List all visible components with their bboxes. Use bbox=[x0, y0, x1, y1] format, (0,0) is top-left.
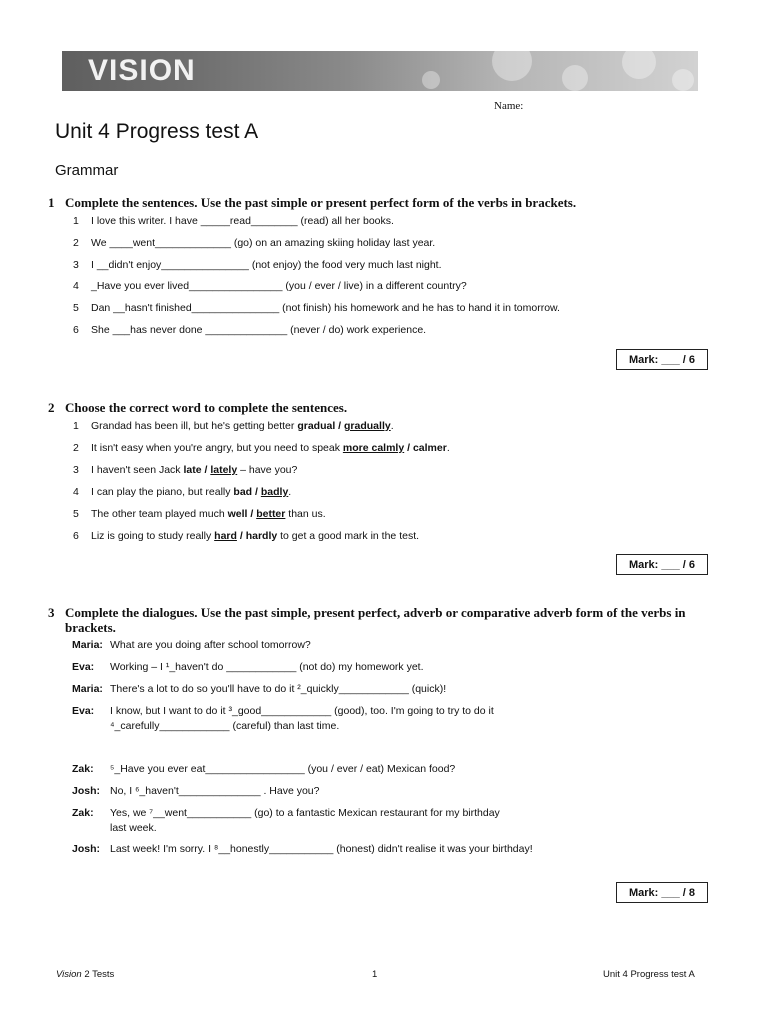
q2-item bbox=[73, 464, 297, 477]
item-text: She ___has never done ______________ (never / do) work experience. bbox=[91, 324, 427, 336]
item-text: Grandad has been ill, but he's getting better bbox=[91, 420, 298, 432]
item-text: – have you? bbox=[237, 464, 298, 476]
speaker: Maria: bbox=[72, 639, 103, 651]
vision-banner bbox=[62, 51, 698, 91]
footer-book-title: Vision bbox=[56, 969, 82, 980]
item-text: I love this writer. I have _____read________ (read) all her books. bbox=[91, 215, 394, 227]
line-text: Last week! I'm sorry. I ⁸__honestly___________ (honest) didn't realise it was your birthday! bbox=[110, 843, 533, 855]
q2-mark-box: Mark: ___ / 6 bbox=[616, 554, 708, 575]
option-separator: / bbox=[201, 464, 211, 476]
q2-item bbox=[73, 530, 419, 543]
footer-right: Unit 4 Progress test A bbox=[603, 969, 695, 980]
item-text: The other team played much bbox=[91, 508, 228, 520]
option-a: gradual bbox=[297, 420, 336, 432]
option-a: more calmly bbox=[342, 442, 405, 454]
option-a: bad bbox=[233, 486, 253, 498]
option-b: hardly bbox=[245, 530, 278, 542]
line-text: ⁵_Have you ever eat_________________ (you / ever / eat) Mexican food? bbox=[110, 763, 456, 775]
option-separator: / bbox=[236, 530, 246, 542]
option-a: late bbox=[183, 464, 202, 476]
item-number: 1 bbox=[73, 215, 79, 227]
item-text: Dan __hasn't finished_______________ (not finish) his homework and he has to hand it in tomorrow. bbox=[91, 302, 560, 314]
item-number: 2 bbox=[73, 237, 79, 249]
item-text: It isn't easy when you're angry, but you need to speak bbox=[91, 442, 343, 454]
q1-mark-box: Mark: ___ / 6 bbox=[616, 349, 708, 370]
item-number: 6 bbox=[73, 530, 79, 542]
option-b: lately bbox=[210, 464, 238, 476]
banner-bubble bbox=[672, 69, 694, 91]
option-separator: / bbox=[247, 508, 257, 520]
q3-instruction: Complete the dialogues. Use the past simple, present perfect, adverb or comparative adverb form of the verbs in brackets. bbox=[65, 605, 686, 635]
speaker: Josh: bbox=[72, 843, 101, 855]
item-number: 5 bbox=[73, 302, 79, 314]
item-text: than us. bbox=[285, 508, 326, 520]
item-text: Liz is going to study really bbox=[91, 530, 215, 542]
q2-item bbox=[73, 420, 394, 433]
q1-item bbox=[73, 237, 435, 250]
option-b: gradually bbox=[344, 420, 391, 432]
name-label: Name: bbox=[494, 100, 524, 112]
speaker: Eva: bbox=[72, 661, 95, 673]
item-number: 5 bbox=[73, 508, 79, 520]
item-text: I haven't seen Jack bbox=[91, 464, 184, 476]
vision-logo: VISION bbox=[88, 54, 196, 87]
option-separator: / bbox=[252, 486, 261, 498]
line-text: I know, but I want to do it ³_good____________ (good), too. I'm going to try to do it ⁴_carefully____________ (careful) than last time. bbox=[110, 705, 494, 732]
q2-item bbox=[73, 442, 450, 455]
option-separator: / bbox=[335, 420, 345, 432]
speaker: Maria: bbox=[72, 683, 103, 695]
item-number: 4 bbox=[73, 280, 79, 292]
line-text: Yes, we ⁷__went___________ (go) to a fantastic Mexican restaurant for my birthday last week. bbox=[110, 807, 500, 834]
q2-item bbox=[73, 486, 291, 499]
q1-item bbox=[73, 259, 442, 272]
banner-bubble bbox=[422, 71, 440, 89]
line-text: No, I ⁶_haven't______________ . Have you? bbox=[110, 785, 320, 797]
item-text: I __didn't enjoy_______________ (not enjoy) the food very much last night. bbox=[91, 259, 442, 271]
item-number: 2 bbox=[73, 442, 79, 454]
item-text: . bbox=[390, 420, 394, 432]
banner-bubble bbox=[622, 51, 656, 79]
q3-number: 3 bbox=[48, 605, 55, 620]
q3-mark-box: Mark: ___ / 8 bbox=[616, 882, 708, 903]
item-number: 3 bbox=[73, 259, 79, 271]
line-text: Working – I ¹_haven't do ____________ (not do) my homework yet. bbox=[110, 661, 424, 673]
page-title: Unit 4 Progress test A bbox=[55, 120, 259, 143]
item-number: 3 bbox=[73, 464, 79, 476]
footer-left bbox=[56, 969, 114, 980]
speaker: Zak: bbox=[72, 807, 94, 819]
option-a: well bbox=[227, 508, 248, 520]
q1-number: 1 bbox=[48, 195, 55, 210]
speaker: Josh: bbox=[72, 785, 101, 797]
speaker: Zak: bbox=[72, 763, 94, 775]
item-number: 4 bbox=[73, 486, 79, 498]
q2-number: 2 bbox=[48, 400, 55, 415]
line-text: There's a lot to do so you'll have to do it ²_quickly____________ (quick)! bbox=[110, 683, 447, 695]
item-text: _Have you ever lived________________ (you / ever / live) in a different country? bbox=[91, 280, 467, 292]
q2-instruction: Choose the correct word to complete the sentences. bbox=[65, 400, 348, 415]
option-b: better bbox=[256, 508, 286, 520]
item-text: . bbox=[446, 442, 450, 454]
item-number: 1 bbox=[73, 420, 79, 432]
banner-bubble bbox=[492, 51, 532, 81]
speaker: Eva: bbox=[72, 705, 95, 717]
option-a: hard bbox=[214, 530, 237, 542]
item-text: We ____went_____________ (go) on an amazing skiing holiday last year. bbox=[91, 237, 436, 249]
q1-instruction: Complete the sentences. Use the past simple or present perfect form of the verbs in brackets. bbox=[65, 195, 577, 210]
q1-item bbox=[73, 324, 426, 337]
option-separator: / bbox=[404, 442, 413, 454]
banner-bubble bbox=[562, 65, 588, 91]
item-number: 6 bbox=[73, 324, 79, 336]
q1-item bbox=[73, 215, 394, 228]
item-text: to get a good mark in the test. bbox=[277, 530, 420, 542]
q1-item bbox=[73, 280, 467, 293]
line-text: What are you doing after school tomorrow? bbox=[110, 639, 311, 651]
item-text: . bbox=[288, 486, 292, 498]
section-heading: Grammar bbox=[55, 162, 119, 179]
q1-item bbox=[73, 302, 560, 315]
item-text: I can play the piano, but really bbox=[91, 486, 234, 498]
option-b: calmer bbox=[412, 442, 447, 454]
q2-item bbox=[73, 508, 326, 521]
page-number: 1 bbox=[372, 969, 378, 980]
option-b: badly bbox=[260, 486, 289, 498]
footer-book-suffix: 2 Tests bbox=[81, 969, 115, 980]
